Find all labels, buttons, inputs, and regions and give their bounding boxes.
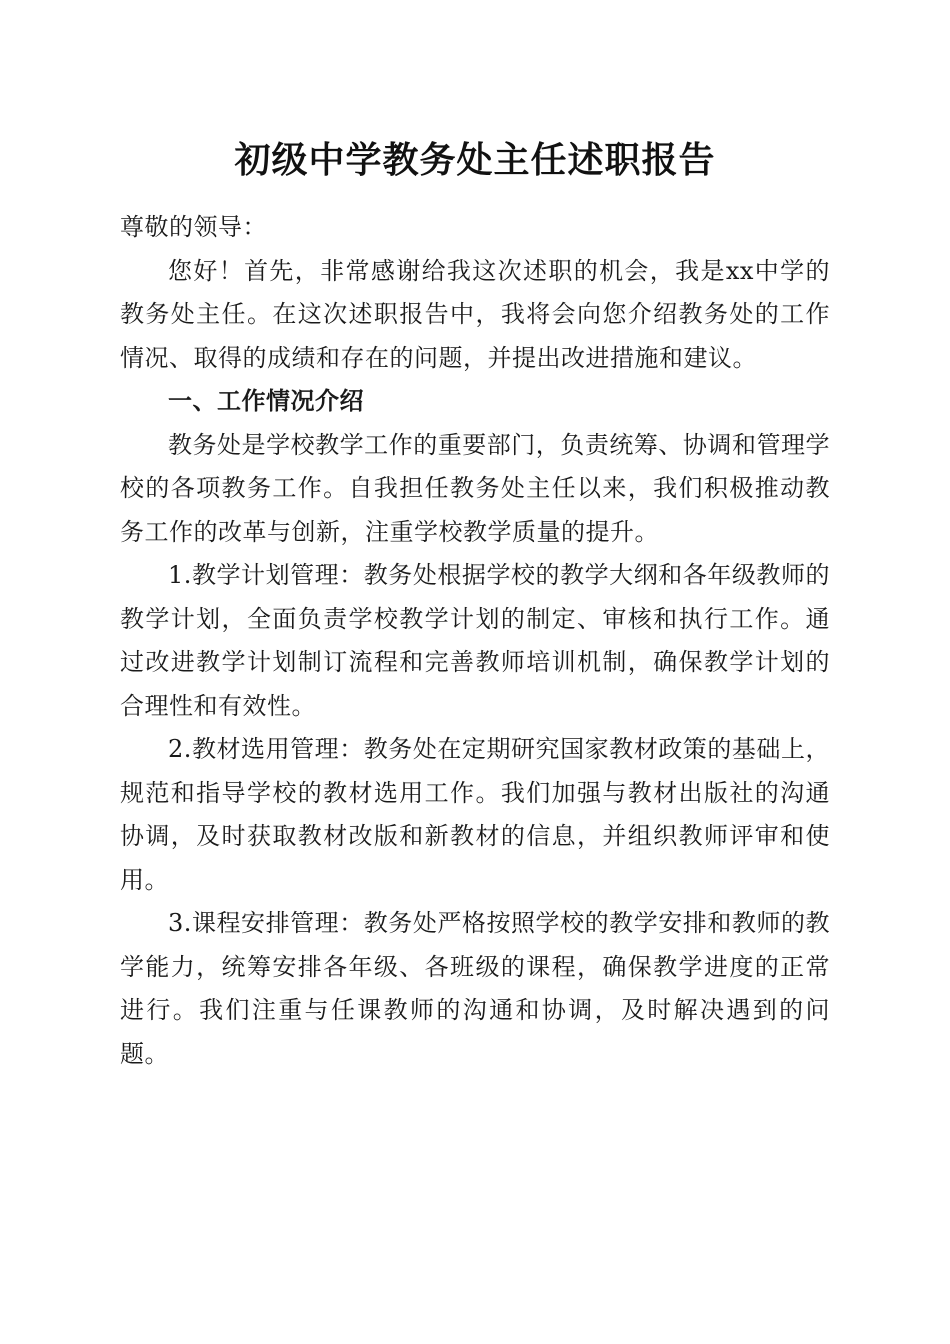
salutation: 尊敬的领导： — [120, 213, 267, 241]
document-body — [120, 206, 830, 1076]
paragraph-intro: 您好！首先，非常感谢给我这次述职的机会，我是xx中学的教务处主任。在这次述职报告中，我将会向您介绍教务处的工作情况、取得的成绩和存在的问题，并提出改进措施和建议。 — [120, 256, 830, 372]
paragraph-item-3: 3.课程安排管理：教务处严格按照学校的教学安排和教师的教学能力，统筹安排各年级、各班级的课程，确保教学进度的正常进行。我们注重与任课教师的沟通和协调，及时解决遇到的问题。 — [120, 909, 830, 1068]
paragraph-item-1: 1.教学计划管理：教务处根据学校的教学大纲和各年级教师的教学计划，全面负责学校教学计划的制定、审核和执行工作。通过改进教学计划制订流程和完善教师培训机制，确保教学计划的合理性和有效性。 — [120, 561, 830, 720]
document-title: 初级中学教务处主任述职报告 — [234, 139, 716, 181]
section-heading: 一、工作情况介绍 — [168, 387, 364, 415]
paragraph-item-2: 2.教材选用管理：教务处在定期研究国家教材政策的基础上，规范和指导学校的教材选用工作。我们加强与教材出版社的沟通协调，及时获取教材改版和新教材的信息，并组织教师评审和使用。 — [120, 735, 830, 894]
paragraph-overview: 教务处是学校教学工作的重要部门，负责统筹、协调和管理学校的各项教务工作。自我担任教务处主任以来，我们积极推动教务工作的改革与创新，注重学校教学质量的提升。 — [120, 430, 830, 546]
